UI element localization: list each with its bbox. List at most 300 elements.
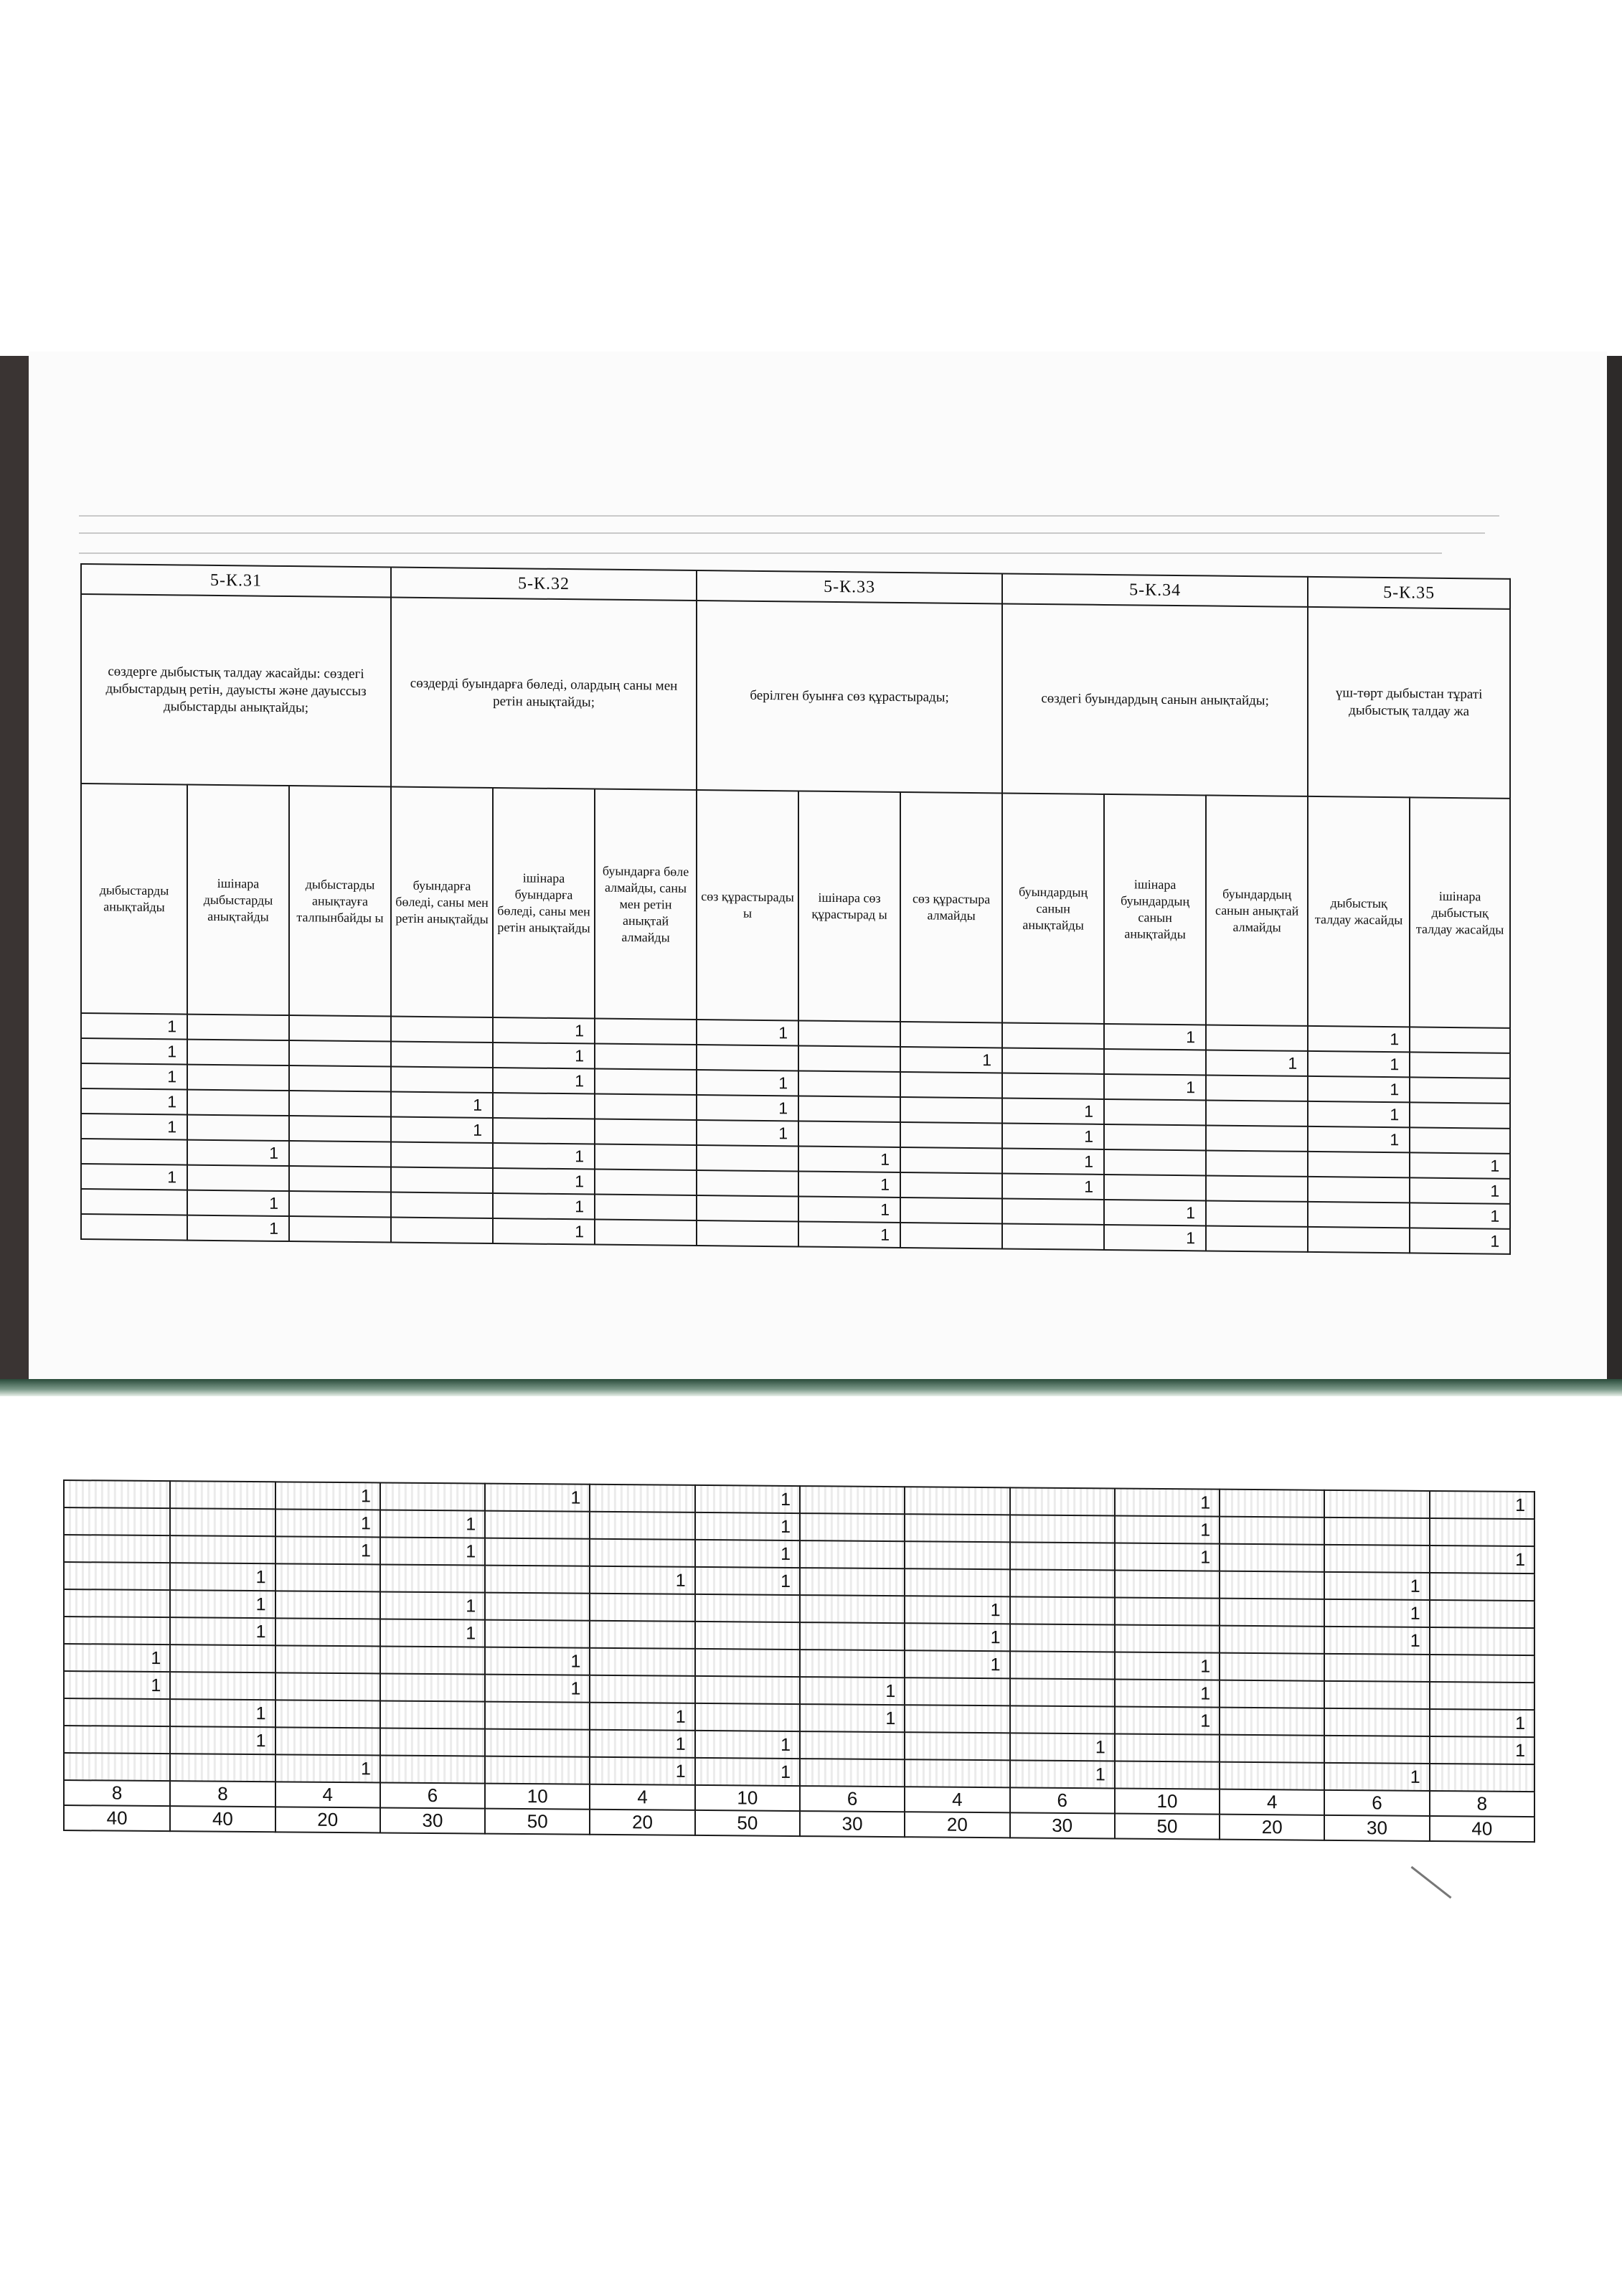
table-cell bbox=[800, 1731, 905, 1759]
total-cell: 30 bbox=[1324, 1815, 1429, 1841]
table-cell bbox=[697, 1220, 798, 1246]
table-cell bbox=[1010, 1569, 1115, 1597]
table-cell bbox=[275, 1727, 380, 1755]
table-cell bbox=[590, 1621, 694, 1649]
table-cell bbox=[187, 1040, 289, 1065]
total-cell: 6 bbox=[1010, 1787, 1115, 1813]
table-cell bbox=[905, 1568, 1009, 1596]
table-cell bbox=[905, 1759, 1009, 1787]
table-cell: 1 bbox=[81, 1088, 187, 1115]
table-cell bbox=[695, 1676, 800, 1704]
table-cell: 1 bbox=[64, 1644, 170, 1672]
table-cell bbox=[170, 1754, 275, 1782]
total-cell: 50 bbox=[485, 1809, 590, 1835]
table-cell bbox=[798, 1020, 900, 1046]
table-cell bbox=[170, 1645, 275, 1672]
divider bbox=[79, 532, 1485, 534]
column-header: дыбыстарды анықтауға талпынбайды ы bbox=[289, 786, 391, 1016]
table-cell bbox=[1220, 1680, 1324, 1708]
table-cell bbox=[1430, 1518, 1534, 1546]
table-cell bbox=[1324, 1518, 1429, 1545]
total-cell: 10 bbox=[695, 1785, 800, 1811]
table-cell bbox=[1010, 1487, 1115, 1515]
column-header: ішінара дыбыстарды анықтайды bbox=[187, 785, 289, 1015]
table-cell: 1 bbox=[590, 1703, 694, 1731]
table-cell bbox=[485, 1593, 590, 1621]
table-cell: 1 bbox=[1104, 1200, 1206, 1225]
total-cell: 8 bbox=[1430, 1791, 1534, 1817]
table-cell bbox=[595, 1019, 697, 1045]
table-cell bbox=[1010, 1596, 1115, 1624]
upper-table-body bbox=[81, 1013, 1510, 1254]
table-cell: 1 bbox=[590, 1730, 694, 1758]
table-cell bbox=[64, 1480, 170, 1508]
table-cell: 1 bbox=[1430, 1736, 1534, 1764]
table-cell bbox=[81, 1189, 187, 1215]
table-cell bbox=[1410, 1127, 1510, 1153]
table-cell bbox=[1324, 1708, 1429, 1736]
total-cell: 4 bbox=[590, 1784, 694, 1810]
table-cell bbox=[905, 1541, 1009, 1569]
table-cell: 1 bbox=[1410, 1152, 1510, 1178]
table-cell bbox=[391, 1042, 493, 1068]
table-cell bbox=[900, 1097, 1002, 1123]
total-cell: 50 bbox=[695, 1810, 800, 1836]
table-cell bbox=[1324, 1654, 1429, 1682]
total-cell: 10 bbox=[1115, 1789, 1220, 1815]
table-cell bbox=[1324, 1545, 1429, 1573]
table-cell bbox=[900, 1147, 1002, 1173]
table-cell: 1 bbox=[187, 1215, 289, 1241]
table-cell: 1 bbox=[1104, 1024, 1206, 1050]
total-cell: 6 bbox=[800, 1786, 905, 1812]
group-description: сөздерді буындарға бөледі, олардың саны мен ретін анықтайды; bbox=[391, 598, 697, 790]
table-cell bbox=[1430, 1655, 1534, 1683]
table-cell bbox=[1010, 1515, 1115, 1543]
total-cell: 4 bbox=[905, 1787, 1009, 1812]
table-cell bbox=[391, 1017, 493, 1043]
table-cell bbox=[64, 1507, 170, 1535]
table-cell: 1 bbox=[380, 1591, 485, 1619]
table-cell bbox=[1430, 1600, 1534, 1628]
table-cell bbox=[275, 1672, 380, 1700]
table-cell bbox=[1206, 1150, 1308, 1176]
group-description: сөздерге дыбыстық талдау жасайды: сөздегі дыбыстардың ретін, дауысты және дауыссыз дыбыстарды анықтайды; bbox=[81, 594, 391, 787]
table-cell bbox=[187, 1165, 289, 1191]
table-cell bbox=[1430, 1682, 1534, 1710]
table-cell bbox=[1002, 1022, 1104, 1048]
table-cell: 1 bbox=[798, 1146, 900, 1172]
total-cell: 40 bbox=[1430, 1816, 1534, 1842]
table-cell: 1 bbox=[1010, 1760, 1115, 1788]
table-cell bbox=[900, 1072, 1002, 1098]
table-cell bbox=[485, 1702, 590, 1730]
table-cell bbox=[595, 1220, 697, 1246]
table-cell bbox=[1115, 1571, 1220, 1599]
table-cell bbox=[900, 1198, 1002, 1223]
table-cell: 1 bbox=[1410, 1177, 1510, 1203]
table-cell: 1 bbox=[697, 1095, 798, 1121]
table-cell bbox=[800, 1513, 905, 1541]
table-cell: 1 bbox=[798, 1221, 900, 1247]
total-cell: 40 bbox=[64, 1805, 170, 1831]
table-cell: 1 bbox=[493, 1017, 595, 1043]
total-cell: 4 bbox=[275, 1782, 380, 1807]
table-cell bbox=[1010, 1705, 1115, 1733]
total-cell: 20 bbox=[1220, 1815, 1324, 1840]
table-cell bbox=[275, 1563, 380, 1591]
table-cell bbox=[485, 1729, 590, 1757]
total-cell: 40 bbox=[170, 1806, 275, 1832]
table-cell bbox=[800, 1486, 905, 1514]
table-cell bbox=[595, 1144, 697, 1170]
table-cell bbox=[1410, 1027, 1510, 1053]
table-cell bbox=[1002, 1073, 1104, 1098]
table-cell: 1 bbox=[1002, 1173, 1104, 1199]
table-cell bbox=[391, 1142, 493, 1168]
column-header: буындарға бөледі, саны мен ретін анықтайды bbox=[391, 787, 493, 1017]
table-cell bbox=[1324, 1681, 1429, 1709]
table-cell bbox=[380, 1700, 485, 1728]
group-description-row bbox=[81, 594, 1510, 799]
table-cell: 1 bbox=[1115, 1680, 1220, 1708]
total-cell: 30 bbox=[380, 1807, 485, 1833]
table-cell: 1 bbox=[493, 1068, 595, 1093]
table-cell: 1 bbox=[187, 1140, 289, 1166]
table-cell: 1 bbox=[170, 1563, 275, 1591]
table-cell: 1 bbox=[1410, 1203, 1510, 1228]
table-cell bbox=[1104, 1049, 1206, 1075]
table-cell: 1 bbox=[170, 1726, 275, 1754]
table-cell: 1 bbox=[1115, 1652, 1220, 1680]
total-cell: 4 bbox=[1220, 1789, 1324, 1815]
table-cell: 1 bbox=[1002, 1148, 1104, 1174]
table-cell bbox=[1115, 1625, 1220, 1653]
table-cell bbox=[900, 1122, 1002, 1148]
table-cell bbox=[900, 1223, 1002, 1248]
table-cell bbox=[798, 1071, 900, 1096]
table-cell bbox=[590, 1594, 694, 1622]
table-cell bbox=[289, 1065, 391, 1091]
dark-background-right bbox=[1606, 356, 1622, 1403]
table-cell: 1 bbox=[493, 1043, 595, 1068]
table-cell: 1 bbox=[380, 1537, 485, 1565]
assessment-table-upper bbox=[80, 563, 1511, 1255]
table-cell bbox=[590, 1539, 694, 1567]
table-cell bbox=[485, 1756, 590, 1784]
table-cell: 1 bbox=[590, 1566, 694, 1594]
table-cell: 1 bbox=[170, 1617, 275, 1645]
table-cell bbox=[170, 1535, 275, 1563]
table-cell bbox=[64, 1726, 170, 1754]
table-cell bbox=[1002, 1198, 1104, 1224]
table-cell bbox=[595, 1094, 697, 1120]
table-cell bbox=[485, 1566, 590, 1594]
table-cell bbox=[800, 1650, 905, 1678]
table-cell: 1 bbox=[1115, 1516, 1220, 1544]
column-header: буындарға бөле алмайды, саны мен ретін анықтай алмайды bbox=[595, 789, 697, 1020]
total-cell: 20 bbox=[275, 1807, 380, 1832]
table-cell bbox=[1115, 1734, 1220, 1762]
table-cell bbox=[1206, 1200, 1308, 1226]
table-cell: 1 bbox=[697, 1070, 798, 1096]
total-cell: 10 bbox=[485, 1784, 590, 1810]
table-cell bbox=[1410, 1102, 1510, 1128]
table-cell: 1 bbox=[1324, 1599, 1429, 1627]
table-cell: 1 bbox=[695, 1540, 800, 1568]
table-cell bbox=[697, 1145, 798, 1171]
table-cell bbox=[170, 1508, 275, 1536]
table-cell bbox=[1010, 1624, 1115, 1652]
table-cell bbox=[187, 1065, 289, 1091]
table-cell bbox=[1220, 1762, 1324, 1790]
table-cell: 1 bbox=[1206, 1050, 1308, 1076]
table-cell bbox=[695, 1594, 800, 1622]
total-cell: 6 bbox=[1324, 1790, 1429, 1816]
table-cell bbox=[1206, 1125, 1308, 1151]
table-cell bbox=[1430, 1627, 1534, 1655]
table-cell bbox=[275, 1700, 380, 1728]
table-cell: 1 bbox=[798, 1196, 900, 1222]
table-cell bbox=[1324, 1736, 1429, 1764]
table-cell bbox=[1308, 1152, 1410, 1177]
table-cell bbox=[1220, 1599, 1324, 1627]
table-cell: 1 bbox=[1115, 1543, 1220, 1571]
table-cell bbox=[1430, 1764, 1534, 1792]
table-cell: 1 bbox=[493, 1168, 595, 1194]
table-cell: 1 bbox=[1010, 1733, 1115, 1761]
table-cell bbox=[64, 1589, 170, 1617]
table-cell: 1 bbox=[798, 1171, 900, 1197]
table-cell bbox=[1220, 1626, 1324, 1654]
table-cell bbox=[1308, 1177, 1410, 1203]
column-header: ішінара буындарға бөледі, саны мен ретін анықтайды bbox=[493, 788, 595, 1018]
group-description: сөздегі буындардың санын анықтайды; bbox=[1002, 603, 1308, 796]
column-header: буындардың санын анықтай алмайды bbox=[1206, 795, 1308, 1025]
table-cell bbox=[905, 1514, 1009, 1542]
table-cell: 1 bbox=[1104, 1074, 1206, 1100]
table-cell: 1 bbox=[485, 1484, 590, 1512]
total-cell: 6 bbox=[380, 1782, 485, 1808]
table-cell bbox=[380, 1673, 485, 1701]
table-cell bbox=[289, 1015, 391, 1041]
table-cell: 1 bbox=[170, 1699, 275, 1727]
table-cell bbox=[1430, 1573, 1534, 1601]
table-cell: 1 bbox=[697, 1020, 798, 1045]
total-cell: 20 bbox=[905, 1812, 1009, 1838]
table-cell bbox=[1220, 1735, 1324, 1763]
table-cell: 1 bbox=[1115, 1489, 1220, 1517]
table-cell bbox=[1010, 1542, 1115, 1570]
table-cell: 1 bbox=[493, 1143, 595, 1169]
table-cell bbox=[1206, 1100, 1308, 1126]
table-cell bbox=[391, 1218, 493, 1243]
table-cell: 1 bbox=[170, 1590, 275, 1618]
table-cell bbox=[1220, 1517, 1324, 1545]
group-code: 5-К.35 bbox=[1308, 577, 1510, 609]
table-cell: 1 bbox=[695, 1512, 800, 1540]
table-cell bbox=[1115, 1761, 1220, 1789]
table-cell bbox=[1010, 1651, 1115, 1679]
table-cell bbox=[275, 1618, 380, 1646]
table-cell: 1 bbox=[905, 1650, 1009, 1678]
table-cell bbox=[595, 1195, 697, 1220]
table-cell: 1 bbox=[1430, 1491, 1534, 1519]
table-cell: 1 bbox=[380, 1619, 485, 1647]
lower-table-body bbox=[64, 1480, 1534, 1842]
table-cell: 1 bbox=[1002, 1123, 1104, 1149]
table-cell: 1 bbox=[81, 1038, 187, 1065]
total-cell: 8 bbox=[170, 1781, 275, 1807]
table-cell bbox=[1104, 1099, 1206, 1125]
table-cell: 1 bbox=[275, 1754, 380, 1782]
table-cell: 1 bbox=[275, 1509, 380, 1537]
table-cell bbox=[800, 1622, 905, 1650]
table-cell: 1 bbox=[380, 1510, 485, 1538]
table-cell bbox=[1002, 1048, 1104, 1073]
table-cell bbox=[1220, 1544, 1324, 1572]
table-cell: 1 bbox=[695, 1731, 800, 1759]
column-header: дыбыстарды анықтайды bbox=[81, 784, 187, 1015]
table-cell bbox=[798, 1096, 900, 1121]
table-cell: 1 bbox=[81, 1013, 187, 1040]
table-cell: 1 bbox=[695, 1485, 800, 1513]
divider bbox=[79, 552, 1442, 554]
table-cell bbox=[380, 1646, 485, 1674]
table-cell bbox=[905, 1487, 1009, 1515]
table-cell bbox=[800, 1595, 905, 1623]
table-cell bbox=[485, 1620, 590, 1648]
table-cell bbox=[275, 1591, 380, 1619]
table-cell: 1 bbox=[391, 1092, 493, 1118]
page-edge-band bbox=[0, 1379, 1622, 1396]
table-cell bbox=[800, 1759, 905, 1787]
table-cell bbox=[1104, 1175, 1206, 1200]
table-cell bbox=[81, 1214, 187, 1241]
table-cell bbox=[905, 1732, 1009, 1760]
table-cell bbox=[1206, 1075, 1308, 1101]
total-cell: 50 bbox=[1115, 1814, 1220, 1840]
table-cell: 1 bbox=[1104, 1225, 1206, 1251]
total-cell: 30 bbox=[1010, 1812, 1115, 1838]
table-cell: 1 bbox=[905, 1623, 1009, 1651]
table-cell bbox=[170, 1481, 275, 1509]
table-cell bbox=[493, 1093, 595, 1119]
table-cell bbox=[1220, 1708, 1324, 1736]
table-cell bbox=[590, 1485, 694, 1512]
table-cell: 1 bbox=[800, 1704, 905, 1732]
table-cell bbox=[595, 1044, 697, 1070]
table-cell bbox=[697, 1170, 798, 1196]
table-cell: 1 bbox=[187, 1190, 289, 1216]
table-cell bbox=[800, 1568, 905, 1596]
table-cell bbox=[695, 1622, 800, 1650]
table-cell bbox=[1308, 1227, 1410, 1253]
column-header: ішінара сөз құрастырад ы bbox=[798, 791, 900, 1021]
divider bbox=[79, 515, 1499, 517]
table-cell: 1 bbox=[1410, 1228, 1510, 1253]
table-cell bbox=[380, 1482, 485, 1510]
table-cell bbox=[595, 1069, 697, 1095]
table-cell bbox=[695, 1649, 800, 1677]
table-cell bbox=[380, 1755, 485, 1783]
table-cell bbox=[485, 1511, 590, 1539]
table-cell: 1 bbox=[275, 1536, 380, 1564]
table-cell: 1 bbox=[64, 1671, 170, 1699]
table-cell: 1 bbox=[81, 1063, 187, 1090]
column-header: сөз құрастыра алмайды bbox=[900, 792, 1002, 1022]
table-cell bbox=[289, 1116, 391, 1142]
dark-background-left bbox=[0, 356, 32, 1389]
table-cell: 1 bbox=[391, 1117, 493, 1143]
column-header: сөз құрастырады ы bbox=[697, 790, 798, 1020]
assessment-table-lower bbox=[63, 1479, 1535, 1843]
table-cell: 1 bbox=[275, 1482, 380, 1510]
table-cell bbox=[1220, 1490, 1324, 1518]
table-cell: 1 bbox=[590, 1757, 694, 1785]
table-cell bbox=[590, 1512, 694, 1540]
table-cell: 1 bbox=[905, 1596, 1009, 1624]
table-cell bbox=[800, 1540, 905, 1568]
table-cell bbox=[1206, 1025, 1308, 1050]
table-cell: 1 bbox=[81, 1114, 187, 1140]
total-cell: 20 bbox=[590, 1810, 694, 1835]
table-cell: 1 bbox=[1308, 1026, 1410, 1052]
table-cell bbox=[170, 1672, 275, 1700]
table-cell bbox=[1324, 1490, 1429, 1518]
table-cell: 1 bbox=[1430, 1709, 1534, 1737]
table-cell bbox=[64, 1562, 170, 1590]
table-cell: 1 bbox=[1308, 1101, 1410, 1127]
table-cell bbox=[1410, 1077, 1510, 1103]
table-cell bbox=[493, 1118, 595, 1144]
table-cell bbox=[798, 1045, 900, 1071]
table-cell bbox=[900, 1172, 1002, 1198]
table-cell bbox=[900, 1022, 1002, 1048]
table-cell bbox=[1115, 1598, 1220, 1626]
table-cell bbox=[590, 1648, 694, 1676]
table-cell: 1 bbox=[485, 1647, 590, 1675]
column-header: буындардың санын анықтайды bbox=[1002, 793, 1104, 1023]
table-cell bbox=[1104, 1124, 1206, 1150]
table-cell: 1 bbox=[1324, 1572, 1429, 1600]
table-cell: 1 bbox=[697, 1120, 798, 1146]
table-cell bbox=[380, 1564, 485, 1592]
table-cell bbox=[275, 1645, 380, 1673]
table-cell bbox=[1220, 1653, 1324, 1681]
table-cell bbox=[187, 1090, 289, 1116]
group-code: 5-К.34 bbox=[1002, 573, 1308, 606]
table-cell: 1 bbox=[485, 1675, 590, 1703]
table-cell bbox=[64, 1617, 170, 1645]
table-cell bbox=[1410, 1052, 1510, 1078]
table-cell bbox=[1206, 1175, 1308, 1201]
table-cell: 1 bbox=[1308, 1076, 1410, 1102]
column-header: дыбыстық талдау жасайды bbox=[1308, 796, 1410, 1027]
table-cell: 1 bbox=[1002, 1098, 1104, 1124]
table-cell bbox=[590, 1675, 694, 1703]
table-cell bbox=[1010, 1678, 1115, 1706]
group-code: 5-К.33 bbox=[697, 570, 1002, 603]
table-cell bbox=[64, 1753, 170, 1781]
table-cell bbox=[187, 1115, 289, 1141]
table-cell bbox=[187, 1015, 289, 1040]
table-cell bbox=[595, 1170, 697, 1195]
subheader-row bbox=[81, 784, 1510, 1028]
group-code: 5-К.31 bbox=[81, 564, 391, 598]
table-cell bbox=[64, 1535, 170, 1563]
table-cell bbox=[391, 1192, 493, 1218]
